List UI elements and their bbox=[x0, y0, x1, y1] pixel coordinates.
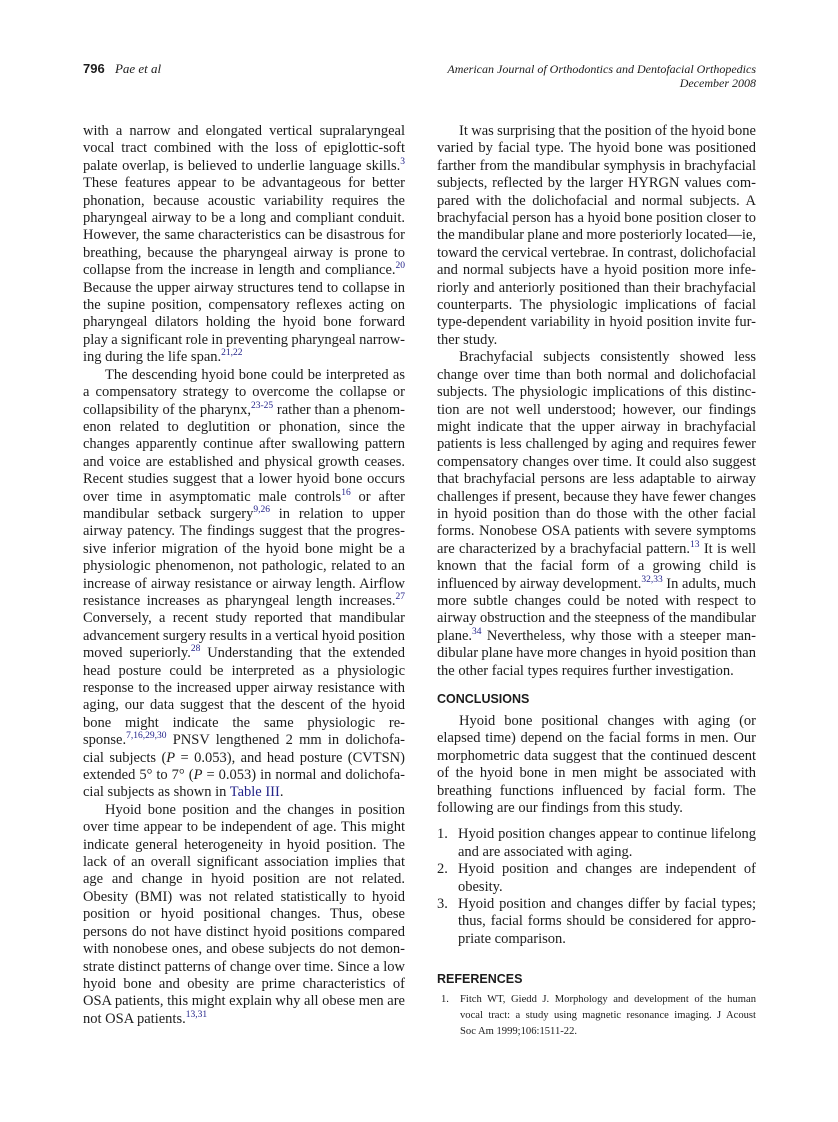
text-run: with nonobese ones, and obese subjects do not demon- bbox=[83, 941, 405, 958]
text-line bbox=[437, 593, 756, 610]
text-run: breathing functions influenced by facial form. The bbox=[437, 782, 756, 799]
text-run: Nevertheless, why those with a steeper man- bbox=[481, 627, 756, 644]
citation-superscript: 21,22 bbox=[221, 348, 243, 359]
text-line bbox=[437, 748, 756, 765]
text-line bbox=[83, 419, 405, 436]
text-line bbox=[437, 158, 756, 175]
text-line bbox=[83, 175, 405, 192]
item-number: 1. bbox=[441, 994, 449, 1006]
text-line bbox=[83, 854, 405, 871]
text-line bbox=[83, 697, 405, 714]
text-run: enon related to deglutition or phonation, since the bbox=[83, 418, 405, 435]
text-run: might indicate that the upper airway in brachyfacial bbox=[437, 418, 756, 435]
left-column bbox=[83, 123, 405, 1028]
text-line bbox=[437, 297, 756, 314]
text-run: plane. bbox=[437, 627, 473, 644]
text-run: the supine position, compensatory reflexes acting on bbox=[83, 297, 405, 314]
text-run: varied by facial type. The hyoid bone was positioned bbox=[437, 140, 756, 157]
text-run: compensatory changes over time. It could also suggest bbox=[437, 453, 756, 470]
item-number: 1. bbox=[437, 826, 448, 843]
text-line bbox=[83, 976, 405, 993]
text-run: Recent studies suggest that a lower hyoid bone occurs bbox=[83, 471, 405, 488]
running-header-right bbox=[447, 62, 756, 90]
citation-superscript: 3 bbox=[400, 156, 405, 167]
text-run: strate distinct patterns of change over time. Since a low bbox=[83, 958, 405, 975]
text-line bbox=[437, 245, 756, 262]
text-run: phonation, because acoustic variability requires the bbox=[83, 192, 405, 209]
text-run: mandibular setback surgery bbox=[83, 505, 254, 522]
text-run: patients is less challenged by aging and requires fewer bbox=[437, 436, 756, 453]
item-number: 2. bbox=[437, 861, 448, 878]
text-run: pared with the dolichofacial and normal subjects. A bbox=[437, 192, 756, 209]
text-line bbox=[437, 314, 756, 331]
text-line bbox=[83, 332, 405, 349]
text-run: cial subjects as shown in bbox=[83, 784, 230, 801]
text-line bbox=[83, 280, 405, 297]
text-line bbox=[83, 750, 405, 767]
text-run: rather than a phenom- bbox=[273, 401, 405, 418]
text-run: Brachyfacial subjects consistently showed less bbox=[459, 349, 756, 366]
text-run: forms. Nonobese OSA patients with severe symptoms bbox=[437, 523, 756, 540]
text-line: obesity. bbox=[458, 878, 503, 895]
text-run: not OSA patients. bbox=[83, 1010, 186, 1027]
text-line bbox=[83, 489, 405, 506]
text-run: Understanding that the extended bbox=[200, 645, 405, 662]
text-run: counterparts. The physiologic implications of facial bbox=[437, 297, 756, 314]
text-line bbox=[437, 523, 756, 540]
text-line bbox=[83, 558, 405, 575]
text-run: sponse. bbox=[83, 732, 127, 749]
text-run: collapsibility of the pharynx, bbox=[83, 401, 251, 418]
text-run: or after bbox=[350, 488, 405, 505]
text-line bbox=[437, 280, 756, 297]
text-line bbox=[83, 993, 405, 1010]
text-run: ing during the life span. bbox=[83, 349, 222, 366]
text-run: The descending hyoid bone could be interpreted as bbox=[105, 366, 405, 383]
text-line bbox=[83, 871, 405, 888]
text-run: increase of airway resistance or airway length. Airflow bbox=[83, 575, 405, 592]
citation-superscript: 34 bbox=[472, 626, 482, 637]
text-line bbox=[437, 765, 756, 782]
text-run: brachyfacial person has a hyoid bone position closer to bbox=[437, 210, 756, 227]
text-run: known that the facial form of a growing child is bbox=[437, 558, 756, 575]
text-line bbox=[437, 262, 756, 279]
text-run: subjects, reflected by the larger HYRGN values com- bbox=[437, 175, 756, 192]
finding-item bbox=[437, 861, 756, 896]
text-run: over time appear to be independent of age. This might bbox=[83, 819, 405, 836]
text-line bbox=[83, 732, 405, 749]
text-run: dibular plane have more changes in hyoid position than bbox=[437, 645, 756, 662]
text-line bbox=[83, 784, 405, 801]
text-line: Fitch WT, Giedd J. Morphology and development of the human bbox=[460, 994, 756, 1006]
text-run: age and change in hyoid position are not related. bbox=[83, 871, 405, 888]
text-line bbox=[83, 576, 405, 593]
text-line bbox=[83, 193, 405, 210]
citation-superscript: 16 bbox=[341, 487, 351, 498]
citation-superscript: 13 bbox=[690, 539, 700, 550]
text-line bbox=[83, 593, 405, 610]
text-line bbox=[83, 1011, 405, 1028]
text-line bbox=[83, 645, 405, 662]
text-run: resistance increases as pharyngeal length increases. bbox=[83, 592, 396, 609]
text-line bbox=[437, 713, 756, 730]
running-header-left bbox=[83, 61, 161, 77]
text-run: cial subjects ( bbox=[83, 749, 167, 766]
text-line bbox=[437, 558, 756, 575]
finding-item bbox=[437, 826, 756, 861]
text-run: elapsed time) depend on the facial forms in men. Our bbox=[437, 730, 756, 747]
text-run: breathing, because the pharyngeal airway is prone to bbox=[83, 244, 405, 261]
text-run: influenced by airway development. bbox=[437, 575, 642, 592]
text-run: toward the cervical vertebrae. In contrast, dolichofacial bbox=[437, 244, 756, 261]
text-run: vocal tract combined with the loss of epiglottic-soft bbox=[83, 140, 405, 157]
text-run: palate overlap, is believed to underlie language skills. bbox=[83, 157, 401, 174]
text-line bbox=[437, 645, 756, 662]
text-line bbox=[437, 193, 756, 210]
citation-superscript: 32,33 bbox=[641, 574, 663, 585]
paragraph bbox=[83, 802, 405, 1028]
text-line bbox=[83, 506, 405, 523]
text-line bbox=[83, 454, 405, 471]
text-line: priate comparison. bbox=[458, 930, 566, 947]
text-line bbox=[437, 576, 756, 593]
text-line bbox=[83, 297, 405, 314]
text-run: more subtle changes could be noted with respect to bbox=[437, 592, 756, 609]
text-line bbox=[83, 610, 405, 627]
right-column bbox=[437, 123, 756, 1040]
text-run: over time in asymptomatic male controls bbox=[83, 488, 342, 505]
text-line bbox=[437, 663, 756, 680]
text-run: a compensatory strategy to overcome the collapse or bbox=[83, 384, 405, 401]
text-line bbox=[83, 158, 405, 175]
text-run: pharyngeal dilators holding the hyoid bone forward bbox=[83, 314, 405, 331]
text-line bbox=[437, 140, 756, 157]
text-run: aging, our data suggest that the descent of the hyoid bbox=[83, 697, 405, 714]
text-run: and normal subjects have a hyoid position more infe- bbox=[437, 262, 756, 279]
references-heading: REFERENCES bbox=[437, 972, 523, 987]
text-line bbox=[437, 628, 756, 645]
text-run: These features appear to be advantageous for better bbox=[83, 175, 405, 192]
text-line bbox=[83, 123, 405, 140]
text-run: It was surprising that the position of the hyoid bone bbox=[459, 123, 756, 139]
text-line bbox=[83, 767, 405, 784]
text-run: Hyoid bone position and the changes in position bbox=[105, 801, 405, 818]
text-line bbox=[83, 889, 405, 906]
text-line bbox=[437, 783, 756, 800]
text-run: sive inferior migration of the hyoid bone might be a bbox=[83, 540, 405, 557]
text-run: airway obstruction and the steepness of the mandibular bbox=[437, 610, 756, 627]
text-line bbox=[83, 837, 405, 854]
text-run: It is well bbox=[699, 540, 756, 557]
text-run: advancement surgery results in a vertical hyoid position bbox=[83, 627, 405, 644]
text-run: in relation to upper bbox=[269, 505, 405, 522]
text-run: riorly and anteriorly positioned than their brachyfacial bbox=[437, 279, 756, 296]
text-line bbox=[83, 628, 405, 645]
text-run: in hyoid position than do those with the other facial bbox=[437, 505, 756, 522]
text-run: that brachyfacial persons are less adaptable to airway bbox=[437, 471, 756, 488]
text-run: head posture could be interpreted as a physiologic bbox=[83, 662, 405, 679]
right-column-discussion bbox=[437, 123, 756, 680]
finding-item bbox=[437, 896, 756, 948]
text-line bbox=[437, 610, 756, 627]
text-line bbox=[83, 471, 405, 488]
text-line bbox=[437, 227, 756, 244]
text-run: collapse from the increase in length and compliance. bbox=[83, 262, 396, 279]
text-run: position or hyoid positional changes. Thus, obese bbox=[83, 906, 405, 923]
text-run: challenges if present, because they have fewer changes bbox=[437, 488, 756, 505]
text-line bbox=[83, 924, 405, 941]
text-run: = 0.053) in normal and dolichofa- bbox=[202, 767, 405, 784]
text-line bbox=[437, 384, 756, 401]
text-line bbox=[83, 802, 405, 819]
text-run: of the hyoid bone in men might be associated with bbox=[437, 765, 756, 782]
text-run: morphometric data suggest that the continued descent bbox=[437, 747, 756, 764]
citation-superscript: 23-25 bbox=[250, 400, 274, 411]
conclusions-text bbox=[437, 713, 756, 817]
text-line bbox=[83, 367, 405, 384]
text-line: Soc Am 1999;106:1511-22. bbox=[460, 1026, 578, 1038]
text-line bbox=[83, 140, 405, 157]
italic-variable: P bbox=[193, 767, 203, 784]
references-list bbox=[441, 992, 756, 1040]
text-run: changes apparently continue after swallowing pattern bbox=[83, 436, 405, 453]
item-number: 3. bbox=[437, 896, 448, 913]
text-line bbox=[83, 314, 405, 331]
text-run: subjects. The physiologic implications of this distinc- bbox=[437, 384, 756, 401]
text-line: Hyoid position and changes differ by facial types; bbox=[458, 896, 756, 913]
text-line bbox=[437, 506, 756, 523]
citation-superscript: 7,16,29,30 bbox=[126, 731, 167, 742]
text-line bbox=[83, 349, 405, 366]
text-run: In adults, much bbox=[662, 575, 756, 592]
text-run: play a significant role in preventing pharyngeal narrow- bbox=[83, 331, 405, 348]
text-run: However, the same characteristics can be disastrous for bbox=[83, 227, 405, 244]
text-line bbox=[83, 680, 405, 697]
paragraph bbox=[437, 349, 756, 680]
text-line bbox=[83, 663, 405, 680]
text-line: vocal tract: a study using magnetic resonance imaging. J Acoust bbox=[460, 1010, 756, 1022]
text-run: the mandibular plane and more posteriorly located—ie, bbox=[437, 227, 756, 244]
text-line bbox=[437, 419, 756, 436]
text-run: change over time than both normal and dolichofacial bbox=[437, 366, 756, 383]
text-line bbox=[437, 489, 756, 506]
text-run: Obesity (BMI) was not related statistically to hyoid bbox=[83, 888, 405, 905]
text-line bbox=[437, 332, 756, 349]
paragraph bbox=[437, 123, 756, 349]
text-line bbox=[437, 367, 756, 384]
text-run: moved superiorly. bbox=[83, 645, 191, 662]
text-run: the other facial types requires further investigation. bbox=[437, 662, 734, 679]
text-line bbox=[83, 402, 405, 419]
text-line bbox=[437, 175, 756, 192]
text-run: physiologic phenomenon, not pathologic, related to an bbox=[83, 558, 405, 575]
text-line bbox=[437, 800, 756, 817]
citation-superscript: 13,31 bbox=[185, 1009, 208, 1020]
citation-superscript: 9,26 bbox=[253, 504, 270, 515]
text-line bbox=[83, 541, 405, 558]
text-line bbox=[83, 227, 405, 244]
reference-link[interactable]: Table III bbox=[229, 784, 280, 801]
text-line bbox=[83, 262, 405, 279]
text-run: PNSV lengthened 2 mm in dolichofa- bbox=[166, 732, 405, 749]
paragraph bbox=[83, 367, 405, 802]
text-line bbox=[83, 906, 405, 923]
citation-superscript: 27 bbox=[395, 591, 405, 602]
text-run: with a narrow and elongated vertical supralaryngeal bbox=[83, 123, 405, 139]
text-line bbox=[437, 730, 756, 747]
text-line bbox=[83, 959, 405, 976]
text-line bbox=[83, 436, 405, 453]
text-run: OSA patients, this might explain why all obese men are bbox=[83, 993, 405, 1010]
text-run: hyoid bone and obesity are prime characteristics of bbox=[83, 975, 405, 992]
text-run: ther study. bbox=[437, 331, 498, 348]
citation-superscript: 20 bbox=[395, 261, 405, 272]
text-line bbox=[83, 819, 405, 836]
text-line bbox=[437, 541, 756, 558]
text-line bbox=[83, 210, 405, 227]
conclusions-heading: CONCLUSIONS bbox=[437, 692, 530, 706]
text-line: Hyoid position and changes are independent of bbox=[458, 861, 756, 878]
text-run: farther from the mandibular symphysis in brachyfacial bbox=[437, 157, 756, 174]
text-run: pharyngeal airway to be a long and compliant conduit. bbox=[83, 210, 405, 227]
text-line bbox=[437, 210, 756, 227]
text-line bbox=[83, 941, 405, 958]
text-line bbox=[437, 402, 756, 419]
text-line: and are associated with aging. bbox=[458, 843, 633, 860]
text-run: persons do not have distinct hyoid positions compared bbox=[83, 923, 405, 940]
paragraph bbox=[437, 713, 756, 817]
text-run: lack of an overall significant association implies that bbox=[83, 854, 405, 871]
text-run: = 0.053), and head posture (CVTSN) bbox=[175, 749, 405, 766]
citation-superscript: 28 bbox=[190, 644, 201, 655]
text-run: Hyoid bone positional changes with aging (or bbox=[459, 713, 756, 729]
text-run: airway patency. The findings suggest that the progres- bbox=[83, 523, 405, 540]
text-line bbox=[83, 245, 405, 262]
text-run: and voice are established and physical growth ceases. bbox=[83, 453, 405, 470]
text-run: extended 5° to 7° ( bbox=[83, 767, 194, 784]
running-authors: Pae et al bbox=[114, 61, 162, 76]
italic-variable: P bbox=[166, 749, 176, 766]
text-run: Because the upper airway structures tend to collapse in bbox=[83, 279, 405, 296]
text-line bbox=[437, 471, 756, 488]
text-run: response to the increased upper airway resistance with bbox=[83, 680, 405, 696]
text-run: are characterized by a brachyfacial pattern. bbox=[437, 540, 691, 557]
findings-list bbox=[437, 826, 756, 948]
text-line bbox=[437, 349, 756, 366]
text-line bbox=[437, 436, 756, 453]
text-line: Hyoid position changes appear to continue lifelong bbox=[458, 826, 756, 843]
text-run: type-dependent variability in hyoid position invite fur- bbox=[437, 314, 756, 331]
text-line bbox=[83, 384, 405, 401]
text-line bbox=[83, 523, 405, 540]
text-run: bone might indicate the same physiologic re- bbox=[83, 714, 405, 731]
text-line: thus, facial forms should be considered for appro- bbox=[458, 913, 756, 930]
text-run: tion are not well understood; however, our findings bbox=[437, 401, 756, 418]
text-line bbox=[83, 715, 405, 732]
journal-title: American Journal of Orthodontics and Dentofacial Orthopedics bbox=[447, 62, 756, 76]
text-run: indicate general heterogeneity in hyoid position. The bbox=[83, 836, 405, 853]
issue-date: December 2008 bbox=[679, 76, 756, 90]
text-run: . bbox=[279, 784, 284, 801]
reference-item bbox=[441, 992, 756, 1040]
text-line bbox=[437, 123, 756, 140]
paragraph bbox=[83, 123, 405, 367]
text-line bbox=[437, 454, 756, 471]
text-run: following are our findings from this study. bbox=[437, 800, 683, 817]
text-run: Conversely, a recent study reported that mandibular bbox=[83, 610, 405, 627]
page-number: 796 bbox=[83, 61, 105, 76]
